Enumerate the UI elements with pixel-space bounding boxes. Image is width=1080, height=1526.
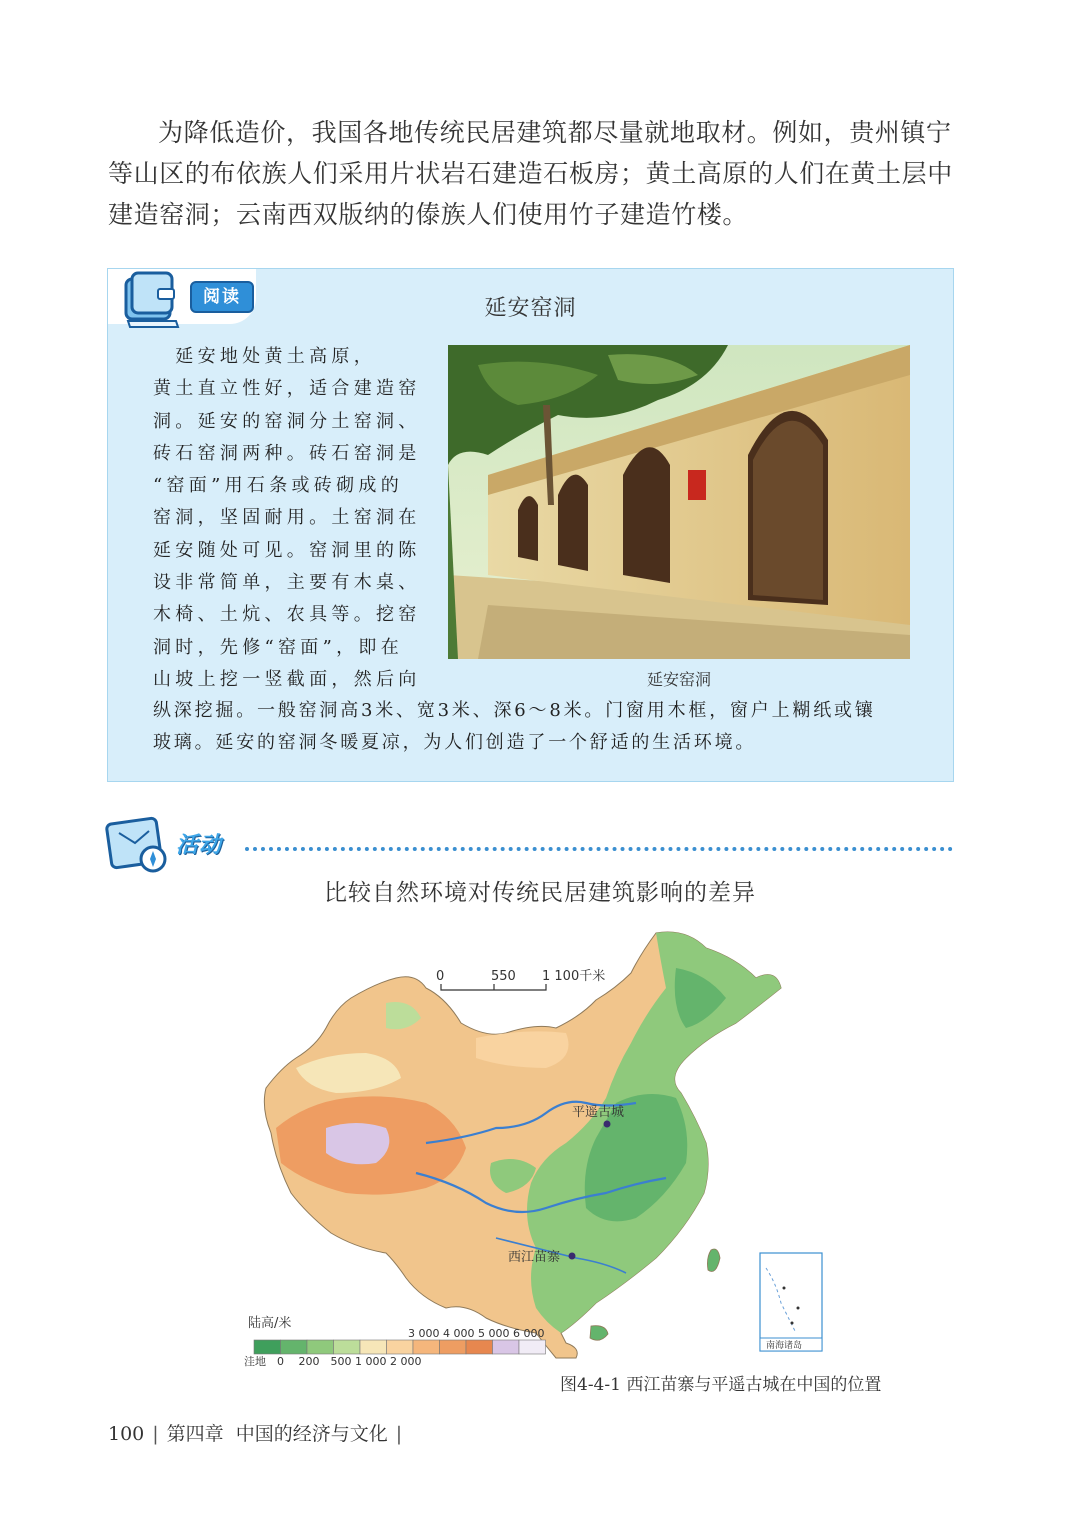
page-number: 100: [108, 1423, 145, 1445]
reading-line: 纵深挖掘。一般窑洞高3米、宽3米、深6～8米。门窗用木框，窗户上糊纸或镶: [153, 700, 876, 721]
reading-line: 窑洞，坚固耐用。土窑洞在: [153, 507, 421, 529]
legend-swatch: [466, 1340, 493, 1354]
chapter-title: 中国的经济与文化: [235, 1423, 388, 1445]
legend-top-labels: 3 000 4 000 5 000 6 000: [408, 1327, 545, 1340]
reading-box: [107, 268, 954, 782]
scale-label-1100: 1 100千米: [542, 969, 606, 984]
legend-swatch: [493, 1340, 520, 1354]
reading-line: “窑面”用石条或砖砌成的: [153, 475, 404, 497]
reading-text-continued: [153, 695, 923, 760]
reading-line: 玻璃。延安的窑洞冬暖夏凉，为人们创造了一个舒适的生活环境。: [153, 732, 757, 754]
photo-caption: 延安窑洞: [646, 670, 711, 689]
map-caption: 图4-4-1 西江苗寨与平遥古城在中国的位置: [560, 1375, 882, 1395]
reading-line: 洞时，先修“窑面”，即在: [153, 636, 404, 658]
reading-line: 延安随处可见。窑洞里的陈: [153, 539, 421, 561]
reading-text: [153, 341, 423, 696]
reading-line: 延安地处黄土高原，: [153, 346, 376, 367]
legend-bottom-labels: 洼地 0 200 500 1 000 2 000: [244, 1355, 422, 1368]
activity-label: 活动: [176, 833, 223, 858]
pingyao-label: 平遥古城: [572, 1105, 625, 1120]
legend-swatch: [519, 1340, 546, 1354]
reading-line: 山坡上挖一竖截面，然后向: [153, 668, 421, 690]
activity-title: 比较自然环境对传统民居建筑影响的差异: [324, 880, 756, 906]
reading-title: 延安窑洞: [484, 296, 577, 321]
activity-divider: [245, 847, 953, 851]
scale-label-0: 0: [436, 969, 445, 984]
legend-swatch: [413, 1340, 440, 1354]
page-footer: 100 | 第四章 中国的经济与文化 |: [108, 1423, 403, 1445]
reading-line: 设非常简单，主要有木桌、: [153, 572, 421, 594]
map-scale-bar: [436, 968, 605, 990]
china-terrain-map: [236, 928, 836, 1398]
hainan-shape: [590, 1326, 608, 1341]
legend-swatch: [360, 1340, 387, 1354]
reading-badge: 阅读: [190, 281, 254, 313]
intro-text: 为降低造价，我国各地传统民居建筑都尽量就地取材。例如，贵州镇宁等山区的布依族人们采用片状岩石建造石板房；黄土高原的人们在黄土层中建造窑洞；云南西双版纳的傣族人们使用竹子建造竹楼。: [108, 118, 953, 229]
south-china-sea-inset: [760, 1253, 822, 1351]
yanan-cave-photo: [448, 345, 910, 659]
chapter-number: 第四章: [166, 1423, 224, 1445]
xijiang-label: 西江苗寨: [508, 1250, 561, 1265]
reading-line: 洞。延安的窑洞分土窑洞、: [153, 410, 421, 432]
legend-swatch: [254, 1340, 281, 1354]
mainland-shape: [264, 932, 781, 1358]
reading-line: 黄土直立性好，适合建造窑: [153, 378, 421, 400]
reading-line: 木椅、土炕、农具等。挖窑: [153, 604, 421, 626]
map-compass-icon: [105, 813, 175, 879]
intro-paragraph: [108, 112, 958, 235]
legend-title: 陆高/米: [248, 1316, 292, 1331]
legend-swatch: [334, 1340, 361, 1354]
reading-line: 砖石窑洞两种。砖石窑洞是: [153, 442, 421, 464]
legend-swatch: [440, 1340, 467, 1354]
legend-swatch: [281, 1340, 308, 1354]
inset-label: 南海诸岛: [766, 1341, 803, 1351]
legend-swatch: [307, 1340, 334, 1354]
scale-label-550: 550: [491, 969, 516, 984]
legend-swatch: [387, 1340, 414, 1354]
taiwan-shape: [707, 1249, 720, 1272]
